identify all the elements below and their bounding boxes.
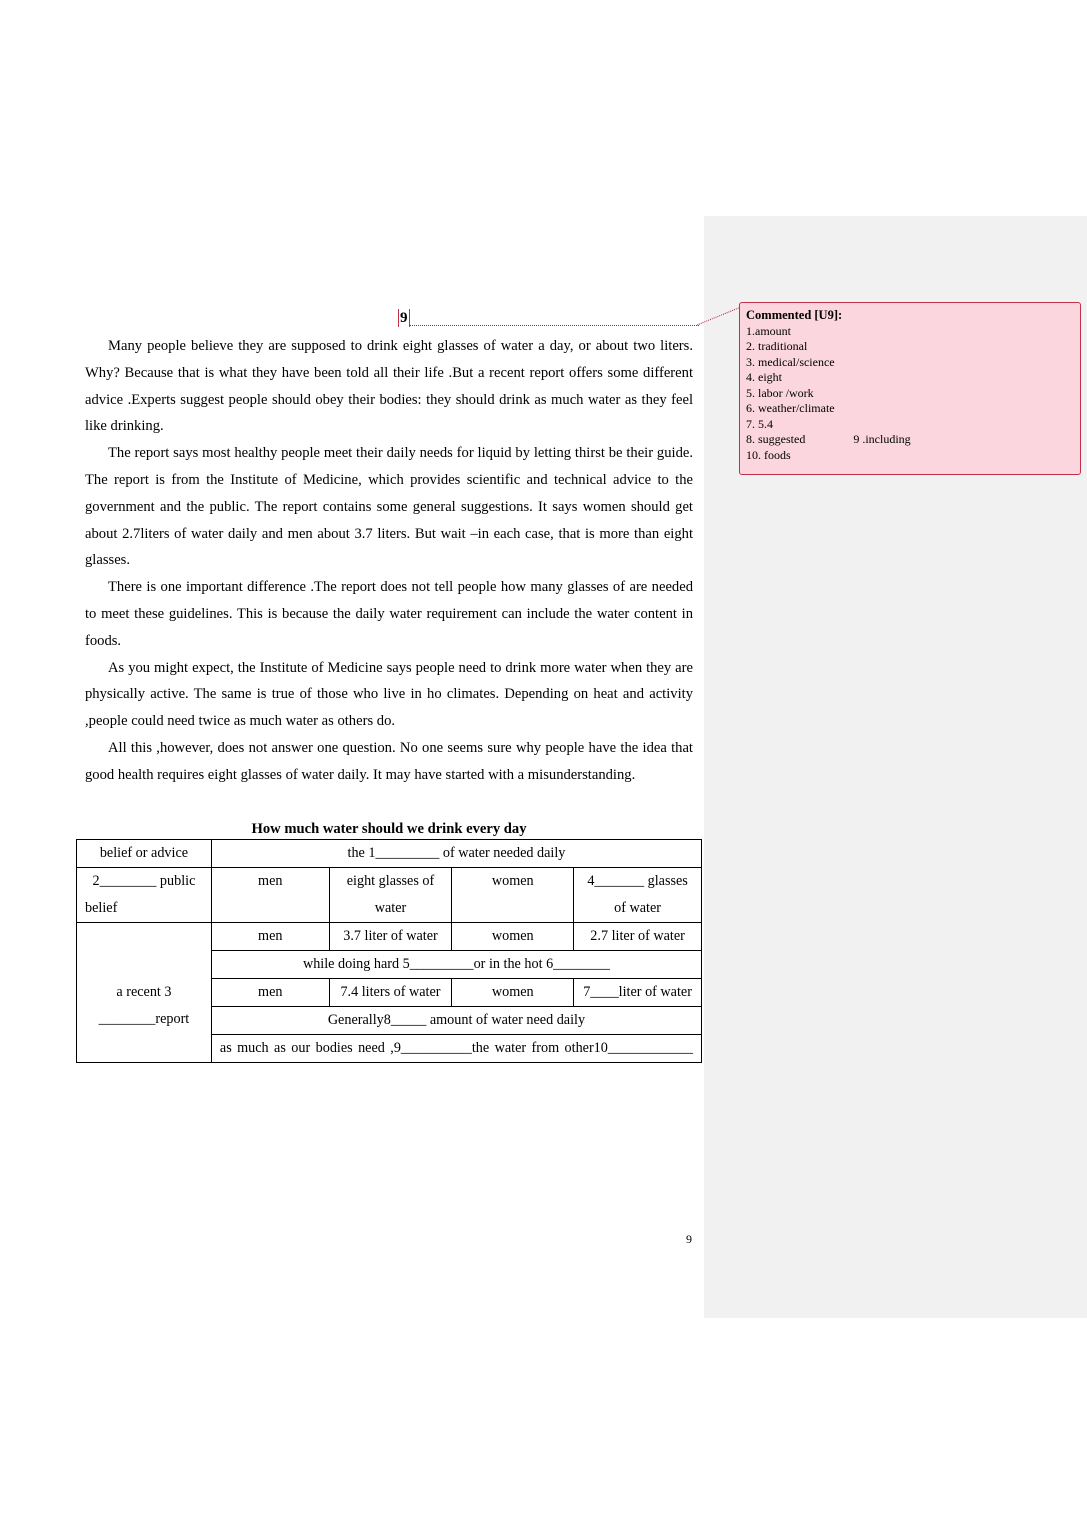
paragraph: All this ,however, does not answer one question. No one seems sure why people have the idea that good health requires eight glasses of water daily. It may have started with a misunderstanding. (85, 739, 693, 783)
comment-line: 3. medical/science (746, 354, 835, 369)
bodies-need-row: as much as our bodies need ,9__________the water from other10____________ (211, 1035, 701, 1063)
general-amount-row: Generally8_____ amount of water need daily (211, 1007, 701, 1035)
public-belief-cell: 2________ public belief (77, 868, 212, 923)
women-value-cell: 2.7 liter of water (574, 923, 702, 951)
paragraph: There is one important difference .The report does not tell people how many glasses of are needed to meet these guidelines. This is because the daily water requirement can include the water content in foods. (85, 579, 693, 649)
comment-line: 8. suggested 9 .including (746, 432, 911, 446)
comment-line: 2. traditional (746, 339, 808, 353)
women-value-cell: 4_______ glasses of water (574, 868, 702, 923)
table-title: How much water should we drink every day (251, 821, 527, 837)
women-cell: women (452, 923, 574, 951)
article-body (85, 333, 693, 789)
comment-line: 4. eight (746, 370, 782, 384)
men-value-cell: 7.4 liters of water (329, 979, 452, 1007)
comment-balloon[interactable] (739, 302, 1081, 475)
women-cell: women (452, 979, 574, 1007)
men-value-cell: 3.7 liter of water (329, 923, 452, 951)
women-cell: women (452, 868, 574, 923)
men-cell: men (211, 923, 329, 951)
page-number: 9 (686, 1232, 692, 1246)
comment-connector (697, 306, 741, 326)
recent-report-cell: a recent 3 ________report (77, 923, 212, 1063)
paragraph: Many people believe they are supposed to drink eight glasses of water a day, or about two liters. Why? Because that is what they have been told all their life .But a recent report offers some different advice .Experts suggest people should obey their bodies: they should drink as much water as they feel like drinking. (85, 338, 693, 435)
comment-line: 7. 5.4 (746, 416, 773, 431)
section-number: 9 (400, 310, 408, 326)
comment-anchor-line (409, 325, 699, 326)
active-hot-row: while doing hard 5_________or in the hot 6________ (211, 951, 701, 979)
women-value-cell: 7____liter of water (574, 979, 702, 1007)
header-amount: the 1_________ of water needed daily (211, 840, 701, 868)
header-belief: belief or advice (77, 840, 212, 868)
men-cell: men (211, 979, 329, 1007)
comment-line: 6. weather/climate (746, 401, 835, 415)
paragraph: The report says most healthy people meet their daily needs for liquid by letting thirst be their guide. The report is from the Institute of Medicine, which provides scientific and technical advice to the government and the public. The report contains some general suggestions. It says women should get about 2.7liters of water daily and men about 3.7 liters. But wait –in each case, that is more than eight glasses. (85, 445, 693, 569)
men-cell: men (211, 868, 329, 923)
comment-line: 10. foods (746, 447, 791, 462)
comment-line: 5. labor /work (746, 385, 814, 400)
water-table (76, 839, 702, 1063)
comment-line: 1.amount (746, 323, 791, 338)
paragraph: As you might expect, the Institute of Medicine says people need to drink more water when they are physically active. The same is true of those who live in ho climates. Depending on heat and activity ,people could need twice as much water as others do. (85, 659, 693, 730)
men-value-cell: eight glasses of water (329, 868, 452, 923)
comment-title: Commented [U9]: (746, 308, 843, 322)
